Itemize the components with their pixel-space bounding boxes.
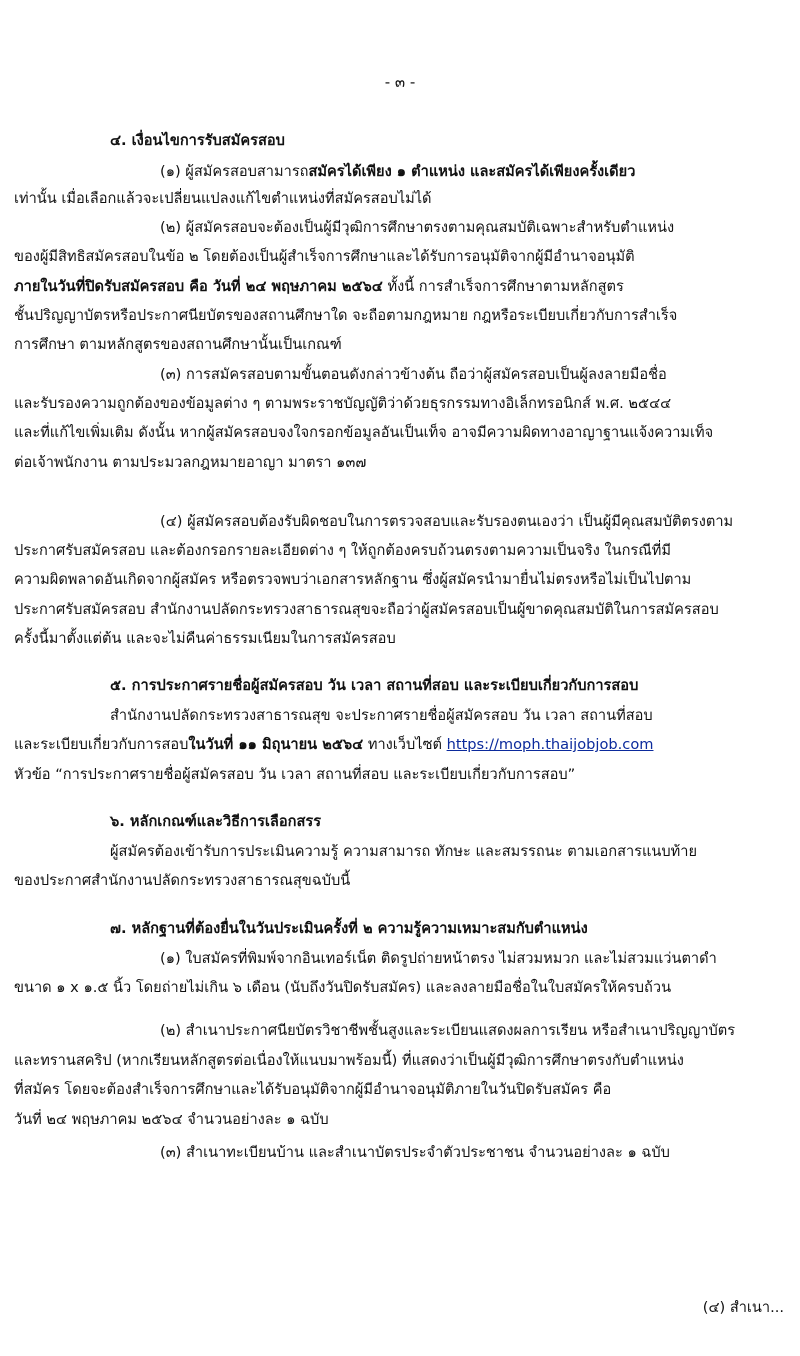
- section-7-item-3-line-1: (๓) สำเนาทะเบียนบ้าน และสำเนาบัตรประจำตัวประชาชน จำนวนอย่างละ ๑ ฉบับ: [160, 1144, 670, 1161]
- section-5-line-2: [14, 735, 653, 755]
- section-7-item-1-line-1: (๑) ใบสมัครที่พิมพ์จากอินเทอร์เน็ต ติดรูปถ่ายหน้าตรง ไม่สวมหมวก และไม่สวมแว่นตาดำ: [160, 950, 717, 967]
- section-6-line-1: ผู้สมัครต้องเข้ารับการประเมินความรู้ ความสามารถ ทักษะ และสมรรถนะ ตามเอกสารแนบท้าย: [110, 843, 698, 860]
- section-4-item-3-line-2: และรับรองความถูกต้องของข้อมูลต่าง ๆ ตามพระราชบัญญัติว่าด้วยธุรกรรมทางอิเล็กทรอนิกส์ พ.ศ. ๒๕๔๔: [14, 395, 672, 412]
- section-7-item-2-line-4: วันที่ ๒๔ พฤษภาคม ๒๕๖๔ จำนวนอย่างละ ๑ ฉบับ: [14, 1111, 329, 1128]
- section-5-website-label: ทางเว็บไซต์: [363, 736, 447, 753]
- section-4-item-1-text: (๑) ผู้สมัครสอบสามารถ: [160, 163, 309, 180]
- section-7-item-1-line-2: ขนาด ๑ x ๑.๕ นิ้ว โดยถ่ายไม่เกิน ๖ เดือน (นับถึงวันปิดรับสมัคร) และลงลายมือชื่อในใบสมัครให้ครบถ้วน: [14, 979, 672, 996]
- section-4-item-2-line-2: ของผู้มีสิทธิสมัครสอบในข้อ ๒ โดยต้องเป็นผู้สำเร็จการศึกษาและได้รับการอนุมัติจากผู้มีอำนาจอนุมัติ: [14, 248, 635, 265]
- section-4-item-1-line-1: [160, 162, 635, 182]
- section-4-item-3-line-4: ต่อเจ้าพนักงาน ตามประมวลกฎหมายอาญา มาตรา ๑๓๗: [14, 454, 367, 471]
- section-4-item-4-line-2: ประกาศรับสมัครสอบ และต้องกรอกรายละเอียดต่าง ๆ ให้ถูกต้องครบถ้วนตรงตามความเป็นจริง ในกรณีที่มี: [14, 542, 672, 559]
- section-4-item-4-line-3: ความผิดพลาดอันเกิดจากผู้สมัคร หรือตรวจพบว่าเอกสารหลักฐาน ซึ่งผู้สมัครนำมายื่นไม่ตรงหรือไม่เป็นไปตาม: [14, 571, 692, 588]
- section-6-heading: ๖. หลักเกณฑ์และวิธีการเลือกสรร: [110, 813, 322, 830]
- section-4-item-4-line-1: (๔) ผู้สมัครสอบต้องรับผิดชอบในการตรวจสอบและรับรองตนเองว่า เป็นผู้มีคุณสมบัติตรงตาม: [160, 513, 734, 530]
- section-5-text: และระเบียบเกี่ยวกับการสอบ: [14, 736, 189, 753]
- section-4-item-2-line-3: [14, 277, 624, 297]
- section-4-item-2-line-1: (๒) ผู้สมัครสอบจะต้องเป็นผู้มีวุฒิการศึกษาตรงตามคุณสมบัติเฉพาะสำหรับตำแหน่ง: [160, 219, 675, 236]
- section-7-item-2-line-2: และทรานสคริป (หากเรียนหลักสูตรต่อเนื่องให้แนบมาพร้อมนี้) ที่แสดงว่าเป็นผู้มีวุฒิการศึกษาตรงกับตำแหน่ง: [14, 1052, 684, 1069]
- section-5-line-1: สำนักงานปลัดกระทรวงสาธารณสุข จะประกาศรายชื่อผู้สมัครสอบ วัน เวลา สถานที่สอบ: [110, 707, 653, 724]
- section-7-item-2-line-1: (๒) สำเนาประกาศนียบัตรวิชาชีพชั้นสูงและระเบียนแสดงผลการเรียน หรือสำเนาปริญญาบัตร: [160, 1022, 736, 1039]
- section-5-line-3: หัวข้อ “การประกาศรายชื่อผู้สมัครสอบ วัน เวลา สถานที่สอบ และระเบียบเกี่ยวกับการสอบ”: [14, 766, 576, 783]
- section-5-date: ในวันที่ ๑๑ มิถุนายน ๒๕๖๔: [188, 736, 364, 753]
- page-continuation-note: (๔) สำเนา...: [702, 1299, 784, 1316]
- section-4-item-1-line-2: เท่านั้น เมื่อเลือกแล้วจะเปลี่ยนแปลงแก้ไขตำแหน่งที่สมัครสอบไม่ได้: [14, 190, 432, 207]
- section-6-line-2: ของประกาศสำนักงานปลัดกระทรวงสาธารณสุขฉบับนี้: [14, 872, 351, 889]
- section-4-item-4-line-4: ประกาศรับสมัครสอบ สำนักงานปลัดกระทรวงสาธารณสุขจะถือว่าผู้สมัครสอบเป็นผู้ขาดคุณสมบัติในการสมัครสอบ: [14, 601, 719, 618]
- section-4-item-2-text: ทั้งนี้ การสำเร็จการศึกษาตามหลักสูตร: [382, 278, 624, 295]
- section-4-item-2-deadline: ภายในวันที่ปิดรับสมัครสอบ คือ วันที่ ๒๔ พฤษภาคม ๒๕๖๔: [14, 278, 383, 295]
- section-4-item-2-line-4: ชั้นปริญญาบัตรหรือประกาศนียบัตรของสถานศึกษาใด จะถือตามกฎหมาย กฎหรือระเบียบเกี่ยวกับการสำเร็จ: [14, 307, 678, 324]
- section-4-heading: ๔. เงื่อนไขการรับสมัครสอบ: [110, 132, 285, 149]
- section-4-item-3-line-1: (๓) การสมัครสอบตามขั้นตอนดังกล่าวข้างต้น ถือว่าผู้สมัครสอบเป็นผู้ลงลายมือชื่อ: [160, 366, 667, 383]
- section-4-item-4-line-5: ครั้งนี้มาตั้งแต่ต้น และจะไม่คืนค่าธรรมเนียมในการสมัครสอบ: [14, 630, 396, 647]
- page-number: - ๓ -: [384, 73, 416, 91]
- section-5-heading: ๕. การประกาศรายชื่อผู้สมัครสอบ วัน เวลา สถานที่สอบ และระเบียบเกี่ยวกับการสอบ: [110, 677, 639, 694]
- section-4-item-2-line-5: การศึกษา ตามหลักสูตรของสถานศึกษานั้นเป็นเกณฑ์: [14, 336, 342, 353]
- section-7-heading: ๗. หลักฐานที่ต้องยื่นในวันประเมินครั้งที่ ๒ ความรู้ความเหมาะสมกับตำแหน่ง: [110, 920, 588, 937]
- moph-website-link[interactable]: https://moph.thaijobjob.com: [446, 736, 654, 753]
- section-4-item-3-line-3: และที่แก้ไขเพิ่มเติม ดังนั้น หากผู้สมัครสอบจงใจกรอกข้อมูลอันเป็นเท็จ อาจมีความผิดทางอาญาฐานแจ้งความเท็จ: [14, 424, 714, 441]
- section-7-item-2-line-3: ที่สมัคร โดยจะต้องสำเร็จการศึกษาและได้รับอนุมัติจากผู้มีอำนาจอนุมัติภายในวันปิดรับสมัคร คือ: [14, 1081, 612, 1098]
- section-4-item-1-emphasis: สมัครได้เพียง ๑ ตำแหน่ง และสมัครได้เพียงครั้งเดียว: [308, 163, 636, 180]
